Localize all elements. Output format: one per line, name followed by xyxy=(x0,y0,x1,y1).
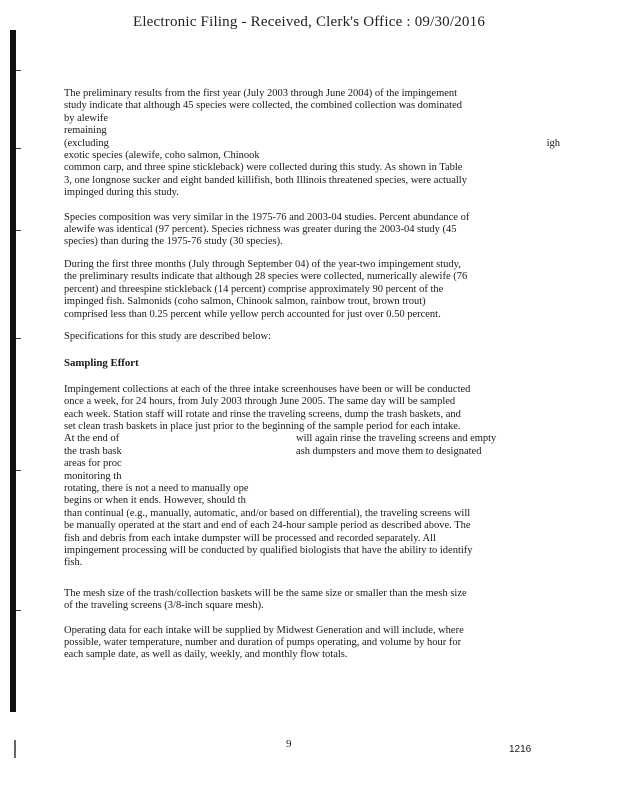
text-line-left: the trash bask xyxy=(64,445,122,457)
text-line: species) than during the 1975-76 study (30 species). xyxy=(64,236,283,248)
paragraph-specifications xyxy=(64,331,524,343)
text-line: study indicate that although 45 species were collected, the combined collection was dominated xyxy=(64,100,463,112)
scan-edge-mark xyxy=(16,338,21,339)
paragraph-species-composition xyxy=(64,212,524,249)
paragraph-mesh-size xyxy=(64,588,524,613)
text-line: of the traveling screens (3/8-inch square mesh). xyxy=(64,600,264,612)
paragraph-year-two-results xyxy=(64,259,524,321)
cut-off-fragment: igh xyxy=(546,137,560,149)
text-line: once a week, for 24 hours, from July 2003 through June 2005. The same day will be sampled xyxy=(64,396,456,408)
text-line: percent) and threespine stickleback (14 percent) comprise approximately 90 percent of the xyxy=(64,283,444,295)
text-line: (excluding xyxy=(64,137,109,149)
text-line-right: ash dumpsters and move them to designated xyxy=(296,445,482,457)
scan-edge-mark xyxy=(16,148,21,149)
paragraph-first-year-results xyxy=(64,88,560,200)
text-line-left: At the end of xyxy=(64,433,120,445)
text-line-with-fragment xyxy=(64,137,560,150)
text-line: each sample date, as well as daily, weekly, and monthly flow totals. xyxy=(64,649,348,661)
scan-edge-mark xyxy=(16,70,21,71)
text-line: Specifications for this study are described below: xyxy=(64,330,272,342)
text-line: fish. xyxy=(64,557,83,569)
text-line: the preliminary results indicate that although 28 species were collected, numerically alewife (76 xyxy=(64,271,468,283)
scan-edge-mark xyxy=(16,230,21,231)
text-line: areas for proc xyxy=(64,458,122,470)
text-line: impingement processing will be conducted by qualified biologists that have the ability to identify xyxy=(64,545,473,556)
text-line: During the first three months (July through September 04) of the year-two impingement study, xyxy=(64,258,461,270)
text-line: than continual (e.g., manually, automatic, and/or based on differential), the traveling screens will xyxy=(64,507,471,519)
document-body xyxy=(64,88,560,671)
text-line: alewife was identical (97 percent). Species richness was greater during the 2003-04 study (45 xyxy=(64,224,457,236)
text-line: Operating data for each intake will be supplied by Midwest Generation and will include, where xyxy=(64,624,464,636)
document-number: 1216 xyxy=(509,744,532,755)
text-line: remaining xyxy=(64,125,107,137)
text-line: fish and debris from each intake dumpster will be processed and recorded separately. All xyxy=(64,532,436,544)
paragraph-operating-data xyxy=(64,625,524,662)
text-line-right: will again rinse the traveling screens and empty xyxy=(296,433,497,445)
text-line: be manually operated at the start and end of each 24-hour sample period as described above. The xyxy=(64,520,471,532)
text-line: possible, water temperature, number and duration of pumps operating, and volume by hour for xyxy=(64,637,462,649)
text-line: The preliminary results from the first year (July 2003 through June 2004) of the impingement xyxy=(64,88,458,99)
text-line: exotic species (alewife, coho salmon, Chinook xyxy=(64,150,260,162)
text-line: comprised less than 0.25 percent while yellow perch accounted for just over 0.50 percent. xyxy=(64,308,441,320)
text-line: begins or when it ends. However, should th xyxy=(64,495,246,507)
text-line: set clean trash baskets in place just prior to the beginning of the sample period for each intake. xyxy=(64,420,461,432)
page-number: 9 xyxy=(286,738,292,750)
text-line: impinged during this study. xyxy=(64,187,179,199)
text-line: The mesh size of the trash/collection baskets will be the same size or smaller than the mesh size xyxy=(64,587,467,599)
text-line: impinged fish. Salmonids (coho salmon, Chinook salmon, rainbow trout, brown trout) xyxy=(64,296,426,308)
split-text-line xyxy=(64,433,524,445)
text-line: 3, one longnose sucker and eight banded killifish, both Illinois threatened species, were actually xyxy=(64,174,467,186)
text-line: by alewife xyxy=(64,112,109,124)
text-line: common carp, and three spine stickleback) were collected during this study. As shown in Table xyxy=(64,162,463,174)
text-line: each week. Station staff will rotate and rinse the traveling screens, dump the trash baskets, and xyxy=(64,408,461,420)
scan-edge-mark xyxy=(14,740,16,758)
section-heading-sampling-effort: Sampling Effort xyxy=(64,357,139,370)
split-text-line xyxy=(64,446,524,458)
paragraph-sampling-effort xyxy=(64,384,524,570)
text-line: Species composition was very similar in the 1975-76 and 2003-04 studies. Percent abundance of xyxy=(64,211,470,223)
filing-stamp-header: Electronic Filing - Received, Clerk's Office : 09/30/2016 xyxy=(132,14,486,30)
scan-edge-mark xyxy=(16,610,21,611)
text-line: Impingement collections at each of the three intake screenhouses have been or will be conducted xyxy=(64,383,471,395)
text-line: rotating, there is not a need to manually ope xyxy=(64,482,249,494)
text-line: monitoring th xyxy=(64,470,122,482)
scan-edge-mark xyxy=(16,470,21,471)
